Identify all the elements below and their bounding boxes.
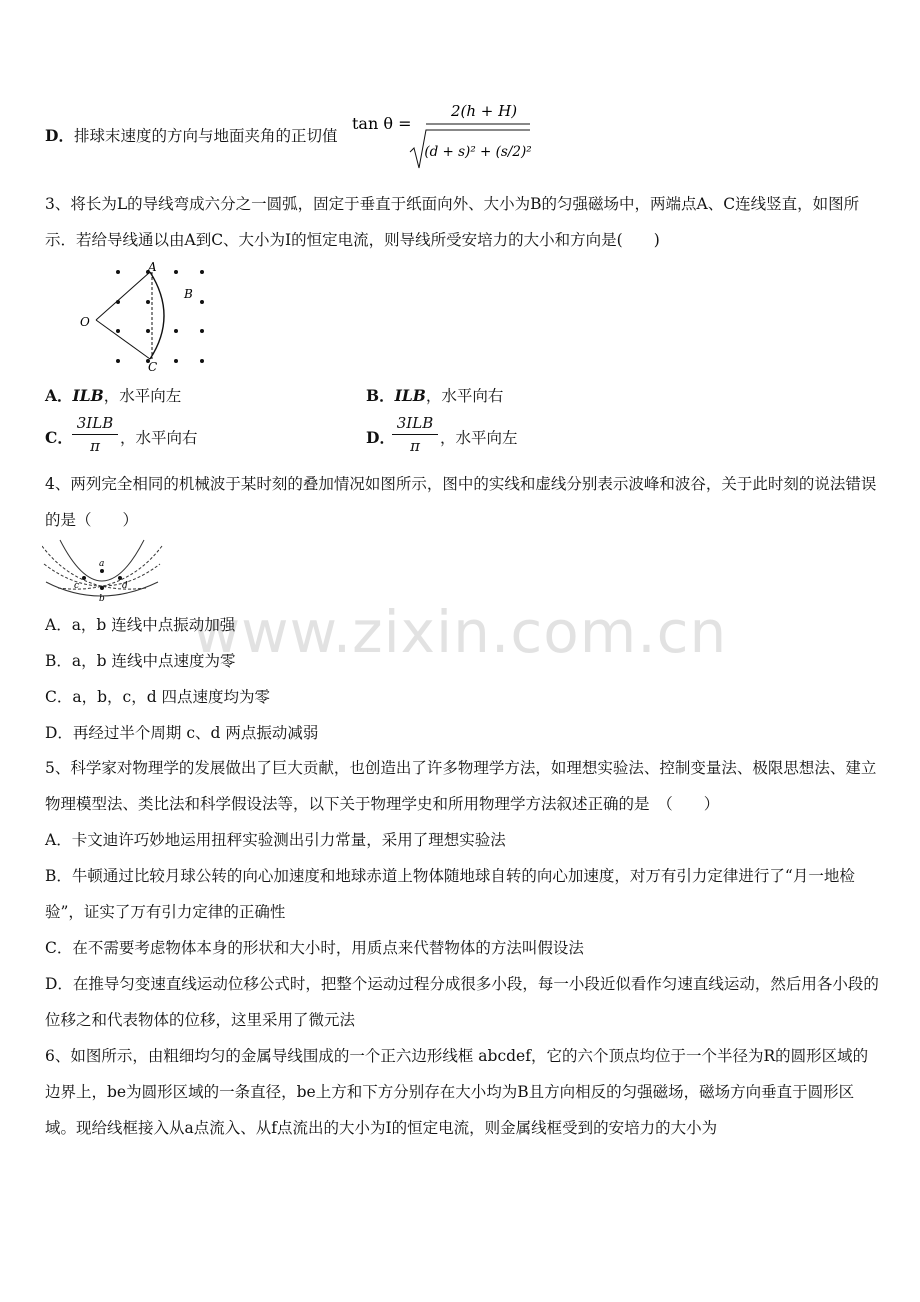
q3-option-c-fraction xyxy=(72,414,118,455)
label-o: O xyxy=(80,315,90,329)
q3-option-b-label: B． xyxy=(366,386,395,405)
q3-option-a-dir: ，水平向左 xyxy=(103,387,182,405)
q3-option-c-den: π xyxy=(90,437,100,455)
q3-option-d-fraction xyxy=(392,414,438,455)
field-dots xyxy=(116,270,204,363)
q5-option-b: B．牛顿通过比较月球公转的向心加速度和地球赤道上物体随地球自转的向心加速度，对万有引力定律进行了“月一地检验”，证实了万有引力定律的正确性 xyxy=(45,867,855,921)
q2-option-d xyxy=(45,124,337,148)
q3-option-b-value: ILB xyxy=(394,386,426,405)
formula-numerator: 2(h + H) xyxy=(450,102,518,120)
arc-wire xyxy=(150,272,164,359)
q3-option-b xyxy=(366,384,503,408)
q3-option-c-label: C． xyxy=(45,428,73,447)
q4-option-d: D．再经过半个周期 c、d 两点振动减弱 xyxy=(45,724,319,742)
formula-denominator: (d + s)² + (s/2)² xyxy=(424,144,532,160)
q2-option-d-text: 排球末速度的方向与地面夹角的正切值 xyxy=(73,127,338,145)
q3-option-d-dir: ，水平向左 xyxy=(440,429,518,447)
q6-stem: 6、如图所示，由粗细均匀的金属导线围成的一个正六边形线框 abcdef，它的六个顶点均位于一个半径为R的圆形区域的边界上，be为圆形区域的一条直径，be上方和下方分别存在大小均为B且方向相反的匀强磁场，磁场方向垂直于圆形区域。现给线框接入从a点流入、从f点流出的大小为I的恒定电流，则金属线框受到的安培力的大小为 xyxy=(45,1047,869,1137)
q3-option-d-num: 3ILB xyxy=(392,414,438,435)
label-a: a xyxy=(99,559,105,569)
q3-option-d xyxy=(366,426,395,450)
q5-stem: 5、科学家对物理学的发展做出了巨大贡献，也创造出了许多物理学方法，如理想实验法、控制变量法、极限思想法、建立物理模型法、类比法和科学假设法等，以下关于物理学史和所用物理学方法叙述正确的是 （ ） xyxy=(45,759,877,813)
label-d: d xyxy=(122,581,128,591)
q3-option-a-value: ILB xyxy=(72,386,104,405)
q3-option-c-dir: ，水平向右 xyxy=(120,429,198,447)
q4-figure xyxy=(42,538,166,606)
q4-option-b: B．a，b 连线中点速度为零 xyxy=(45,652,236,670)
label-c: c xyxy=(74,581,80,591)
q3-stem: 3、将长为L的导线弯成六分之一圆弧，固定于垂直于纸面向外、大小为B的匀强磁场中，两端点A、C连线竖直，如图所示．若给导线通以由A到C、大小为I的恒定电流，则导线所受安培力的大小和方向是( ) xyxy=(45,195,860,249)
q3-figure xyxy=(76,260,216,374)
q3-option-d-den: π xyxy=(410,437,420,455)
q3-option-a xyxy=(45,384,181,408)
label-c: C xyxy=(148,360,158,374)
q3-option-b-dir: ，水平向右 xyxy=(425,387,504,405)
q3-option-c xyxy=(45,426,73,450)
label-a: A xyxy=(148,260,157,274)
watermark: www.zixin.com.cn xyxy=(192,598,728,666)
q3-option-d-label: D． xyxy=(366,428,395,447)
q5-option-a: A．卡文迪许巧妙地运用扭秤实验测出引力常量，采用了理想实验法 xyxy=(45,831,506,849)
label-b: b xyxy=(99,594,105,604)
q4-option-c: C．a，b，c，d 四点速度均为零 xyxy=(45,688,271,706)
tan-theta-formula xyxy=(348,96,538,176)
formula-lhs: tan θ = xyxy=(352,114,412,133)
q5-option-d: D．在推导匀变速直线运动位移公式时，把整个运动过程分成很多小段，每一小段近似看作匀速直线运动，然后用各小段的位移之和代表物体的位移，这里采用了微元法 xyxy=(45,975,879,1029)
q5-option-c: C．在不需要考虑物体本身的形状和大小时，用质点来代替物体的方法叫假设法 xyxy=(45,939,584,957)
q2-option-d-label: D． xyxy=(45,126,74,145)
q3-option-a-label: A． xyxy=(45,386,73,405)
label-b: B xyxy=(184,287,193,301)
q3-option-c-num: 3ILB xyxy=(72,414,118,435)
q4-option-a: A．a，b 连线中点振动加强 xyxy=(45,616,236,634)
q4-stem: 4、两列完全相同的机械波于某时刻的叠加情况如图所示，图中的实线和虚线分别表示波峰和波谷，关于此时刻的说法错误的是（ ） xyxy=(45,475,877,529)
